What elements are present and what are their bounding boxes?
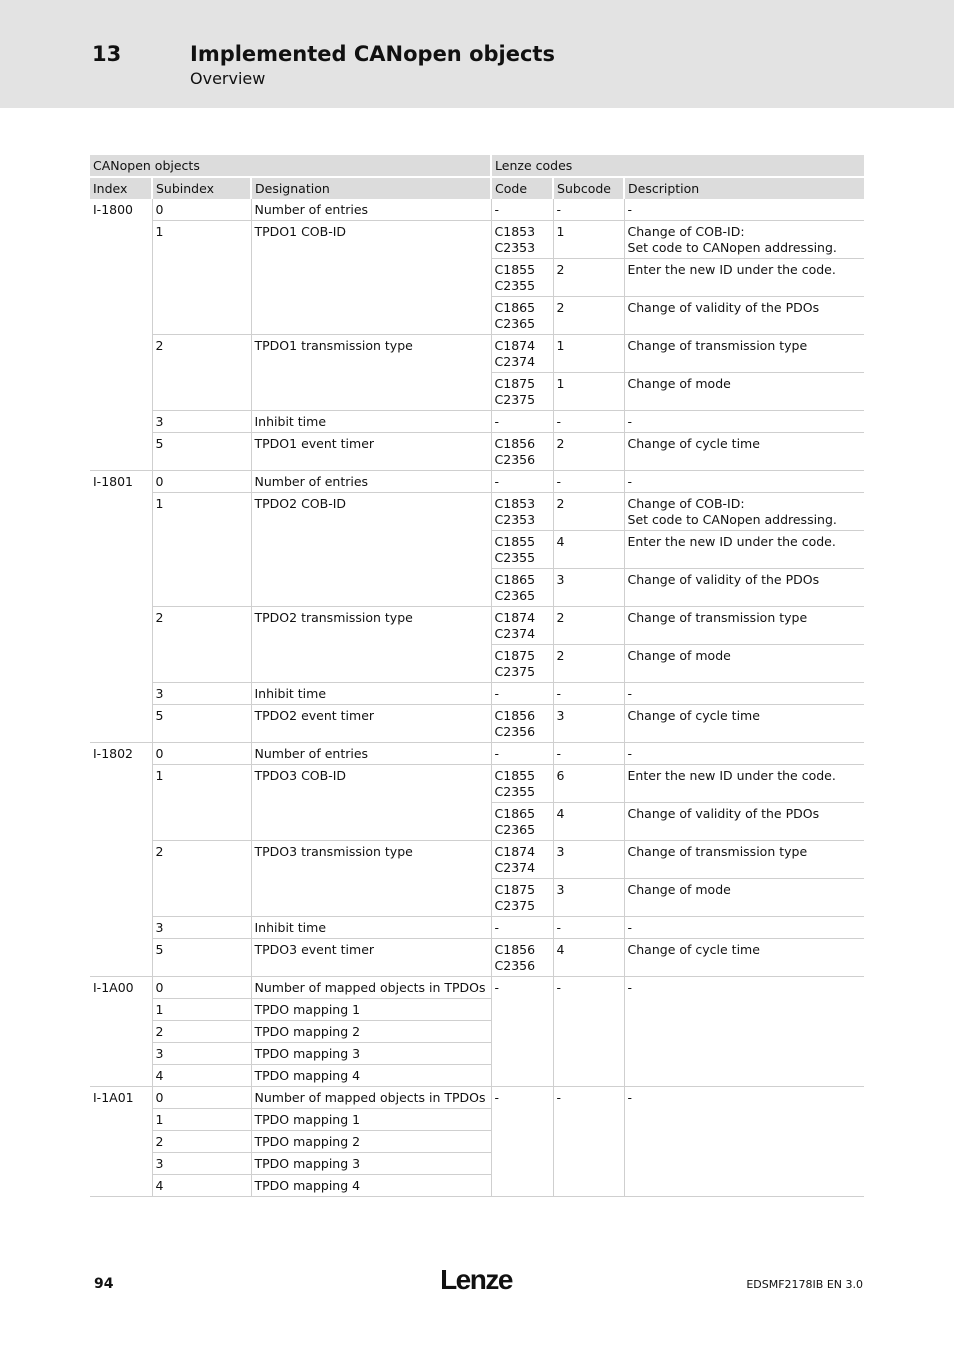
cell-subcode: 3 <box>553 705 624 743</box>
cell-description: Enter the new ID under the code. <box>624 765 864 803</box>
cell-designation: Inhibit time <box>251 683 491 705</box>
lenze-logo <box>436 1262 516 1296</box>
cell-subindex: 3 <box>152 683 251 705</box>
cell-subindex: 2 <box>152 841 251 917</box>
cell-code: - <box>491 743 553 765</box>
table-row <box>90 607 864 645</box>
cell-designation: TPDO1 transmission type <box>251 335 491 411</box>
cell-description: - <box>624 743 864 765</box>
cell-index: I-1A00 <box>90 977 152 1087</box>
cell-subindex: 3 <box>152 411 251 433</box>
cell-subcode: 1 <box>553 221 624 259</box>
col-designation: Designation <box>251 177 491 199</box>
cell-subindex: 2 <box>152 1021 251 1043</box>
cell-subcode: 6 <box>553 765 624 803</box>
table-row <box>90 411 864 433</box>
group-header-lenze: Lenze codes <box>491 155 864 177</box>
cell-subcode: 1 <box>553 335 624 373</box>
cell-code: C1856 C2356 <box>491 939 553 977</box>
group-header-canopen: CANopen objects <box>90 155 491 177</box>
lenze-logo-text: Lenze <box>440 1264 512 1295</box>
index-group <box>90 199 864 471</box>
cell-description: Change of COB-ID: Set code to CANopen addressing. <box>624 221 864 259</box>
cell-subindex: 0 <box>152 199 251 221</box>
cell-code: C1865 C2365 <box>491 569 553 607</box>
index-group <box>90 743 864 977</box>
cell-description: Change of transmission type <box>624 841 864 879</box>
cell-code: C1856 C2356 <box>491 705 553 743</box>
cell-subcode: - <box>553 1087 624 1197</box>
cell-subcode: 2 <box>553 297 624 335</box>
cell-index: I-1802 <box>90 743 152 977</box>
cell-subcode: - <box>553 683 624 705</box>
cell-description: Change of cycle time <box>624 939 864 977</box>
cell-designation: TPDO2 event timer <box>251 705 491 743</box>
cell-code: - <box>491 917 553 939</box>
cell-subcode: 2 <box>553 259 624 297</box>
table-row <box>90 841 864 879</box>
cell-designation: Number of mapped objects in TPDOs <box>251 1087 491 1109</box>
cell-designation: TPDO2 COB-ID <box>251 493 491 607</box>
document-id: EDSMF2178IB EN 3.0 <box>746 1278 863 1291</box>
cell-subindex: 5 <box>152 939 251 977</box>
cell-designation: Number of entries <box>251 743 491 765</box>
cell-subcode: 3 <box>553 879 624 917</box>
cell-designation: TPDO3 transmission type <box>251 841 491 917</box>
cell-designation: Number of entries <box>251 471 491 493</box>
cell-subindex: 1 <box>152 765 251 841</box>
cell-code: C1865 C2365 <box>491 297 553 335</box>
cell-subindex: 0 <box>152 977 251 999</box>
cell-subcode: 4 <box>553 531 624 569</box>
cell-description: - <box>624 471 864 493</box>
cell-subindex: 1 <box>152 999 251 1021</box>
cell-designation: TPDO mapping 3 <box>251 1153 491 1175</box>
cell-description: Change of cycle time <box>624 705 864 743</box>
cell-subcode: 2 <box>553 433 624 471</box>
col-subindex: Subindex <box>152 177 251 199</box>
col-description: Description <box>624 177 864 199</box>
table-row <box>90 917 864 939</box>
cell-code: - <box>491 1087 553 1197</box>
table-row <box>90 683 864 705</box>
cell-subindex: 2 <box>152 1131 251 1153</box>
cell-code: - <box>491 411 553 433</box>
cell-subindex: 0 <box>152 471 251 493</box>
cell-code: C1853 C2353 <box>491 221 553 259</box>
cell-designation: TPDO3 event timer <box>251 939 491 977</box>
table-row <box>90 743 864 765</box>
cell-index: I-1800 <box>90 199 152 471</box>
cell-subcode: - <box>553 199 624 221</box>
cell-code: C1855 C2355 <box>491 765 553 803</box>
cell-designation: TPDO mapping 4 <box>251 1175 491 1197</box>
cell-description: Change of validity of the PDOs <box>624 569 864 607</box>
cell-designation: TPDO mapping 3 <box>251 1043 491 1065</box>
cell-description: Change of COB-ID: Set code to CANopen addressing. <box>624 493 864 531</box>
cell-code: C1874 C2374 <box>491 841 553 879</box>
col-code: Code <box>491 177 553 199</box>
col-index: Index <box>90 177 152 199</box>
cell-subcode: - <box>553 917 624 939</box>
cell-description: Change of mode <box>624 645 864 683</box>
table-row <box>90 199 864 221</box>
chapter-subtitle: Overview <box>190 69 266 88</box>
cell-subcode: 2 <box>553 493 624 531</box>
cell-designation: TPDO1 event timer <box>251 433 491 471</box>
chapter-number: 13 <box>92 42 122 66</box>
cell-code: C1855 C2355 <box>491 531 553 569</box>
cell-subcode: - <box>553 471 624 493</box>
table-row <box>90 335 864 373</box>
cell-code: C1855 C2355 <box>491 259 553 297</box>
table-row <box>90 977 864 999</box>
cell-code: - <box>491 977 553 1087</box>
cell-designation: Inhibit time <box>251 411 491 433</box>
cell-designation: TPDO3 COB-ID <box>251 765 491 841</box>
cell-subindex: 3 <box>152 1153 251 1175</box>
cell-code: C1874 C2374 <box>491 607 553 645</box>
table-row <box>90 939 864 977</box>
table-row <box>90 765 864 803</box>
cell-subcode: 2 <box>553 607 624 645</box>
table-row <box>90 221 864 259</box>
cell-description: - <box>624 683 864 705</box>
table-row <box>90 433 864 471</box>
cell-description: Change of mode <box>624 373 864 411</box>
cell-description: Change of transmission type <box>624 607 864 645</box>
cell-designation: TPDO mapping 2 <box>251 1131 491 1153</box>
cell-description: Enter the new ID under the code. <box>624 531 864 569</box>
cell-subindex: 4 <box>152 1175 251 1197</box>
cell-code: C1856 C2356 <box>491 433 553 471</box>
table-row <box>90 705 864 743</box>
cell-description: Change of transmission type <box>624 335 864 373</box>
chapter-title: Implemented CANopen objects <box>190 42 555 66</box>
index-group <box>90 1087 864 1197</box>
column-header-row <box>90 177 864 199</box>
cell-description: - <box>624 917 864 939</box>
cell-description: Change of validity of the PDOs <box>624 803 864 841</box>
canopen-objects-table <box>90 155 864 1197</box>
cell-subindex: 5 <box>152 705 251 743</box>
cell-description: Change of mode <box>624 879 864 917</box>
cell-subindex: 1 <box>152 1109 251 1131</box>
cell-code: C1865 C2365 <box>491 803 553 841</box>
cell-description: - <box>624 977 864 1087</box>
cell-description: Change of cycle time <box>624 433 864 471</box>
cell-subindex: 2 <box>152 335 251 411</box>
cell-code: C1875 C2375 <box>491 373 553 411</box>
cell-designation: TPDO mapping 2 <box>251 1021 491 1043</box>
cell-description: - <box>624 199 864 221</box>
cell-designation: Inhibit time <box>251 917 491 939</box>
cell-subindex: 1 <box>152 221 251 335</box>
cell-description: - <box>624 1087 864 1197</box>
cell-designation: TPDO mapping 1 <box>251 1109 491 1131</box>
cell-subindex: 4 <box>152 1065 251 1087</box>
table-row <box>90 471 864 493</box>
col-subcode: Subcode <box>553 177 624 199</box>
cell-description: Enter the new ID under the code. <box>624 259 864 297</box>
group-header-row <box>90 155 864 177</box>
cell-designation: TPDO2 transmission type <box>251 607 491 683</box>
cell-index: I-1A01 <box>90 1087 152 1197</box>
cell-subindex: 1 <box>152 493 251 607</box>
cell-code: C1874 C2374 <box>491 335 553 373</box>
cell-subcode: - <box>553 411 624 433</box>
cell-code: - <box>491 471 553 493</box>
cell-designation: Number of mapped objects in TPDOs <box>251 977 491 999</box>
cell-code: - <box>491 199 553 221</box>
cell-subcode: 1 <box>553 373 624 411</box>
index-group <box>90 471 864 743</box>
cell-subindex: 0 <box>152 743 251 765</box>
page-number: 94 <box>94 1276 114 1292</box>
cell-code: - <box>491 683 553 705</box>
cell-designation: TPDO1 COB-ID <box>251 221 491 335</box>
cell-code: C1875 C2375 <box>491 645 553 683</box>
cell-subindex: 3 <box>152 1043 251 1065</box>
cell-subcode: 4 <box>553 939 624 977</box>
cell-index: I-1801 <box>90 471 152 743</box>
cell-designation: Number of entries <box>251 199 491 221</box>
cell-subindex: 3 <box>152 917 251 939</box>
cell-designation: TPDO mapping 1 <box>251 999 491 1021</box>
table-row <box>90 493 864 531</box>
cell-code: C1853 C2353 <box>491 493 553 531</box>
cell-subindex: 5 <box>152 433 251 471</box>
cell-subcode: - <box>553 743 624 765</box>
cell-subcode: 3 <box>553 569 624 607</box>
cell-subcode: 3 <box>553 841 624 879</box>
cell-subcode: - <box>553 977 624 1087</box>
cell-code: C1875 C2375 <box>491 879 553 917</box>
cell-subindex: 0 <box>152 1087 251 1109</box>
index-group <box>90 977 864 1087</box>
cell-subcode: 2 <box>553 645 624 683</box>
cell-designation: TPDO mapping 4 <box>251 1065 491 1087</box>
table-row <box>90 1087 864 1109</box>
cell-description: Change of validity of the PDOs <box>624 297 864 335</box>
cell-subcode: 4 <box>553 803 624 841</box>
cell-description: - <box>624 411 864 433</box>
cell-subindex: 2 <box>152 607 251 683</box>
